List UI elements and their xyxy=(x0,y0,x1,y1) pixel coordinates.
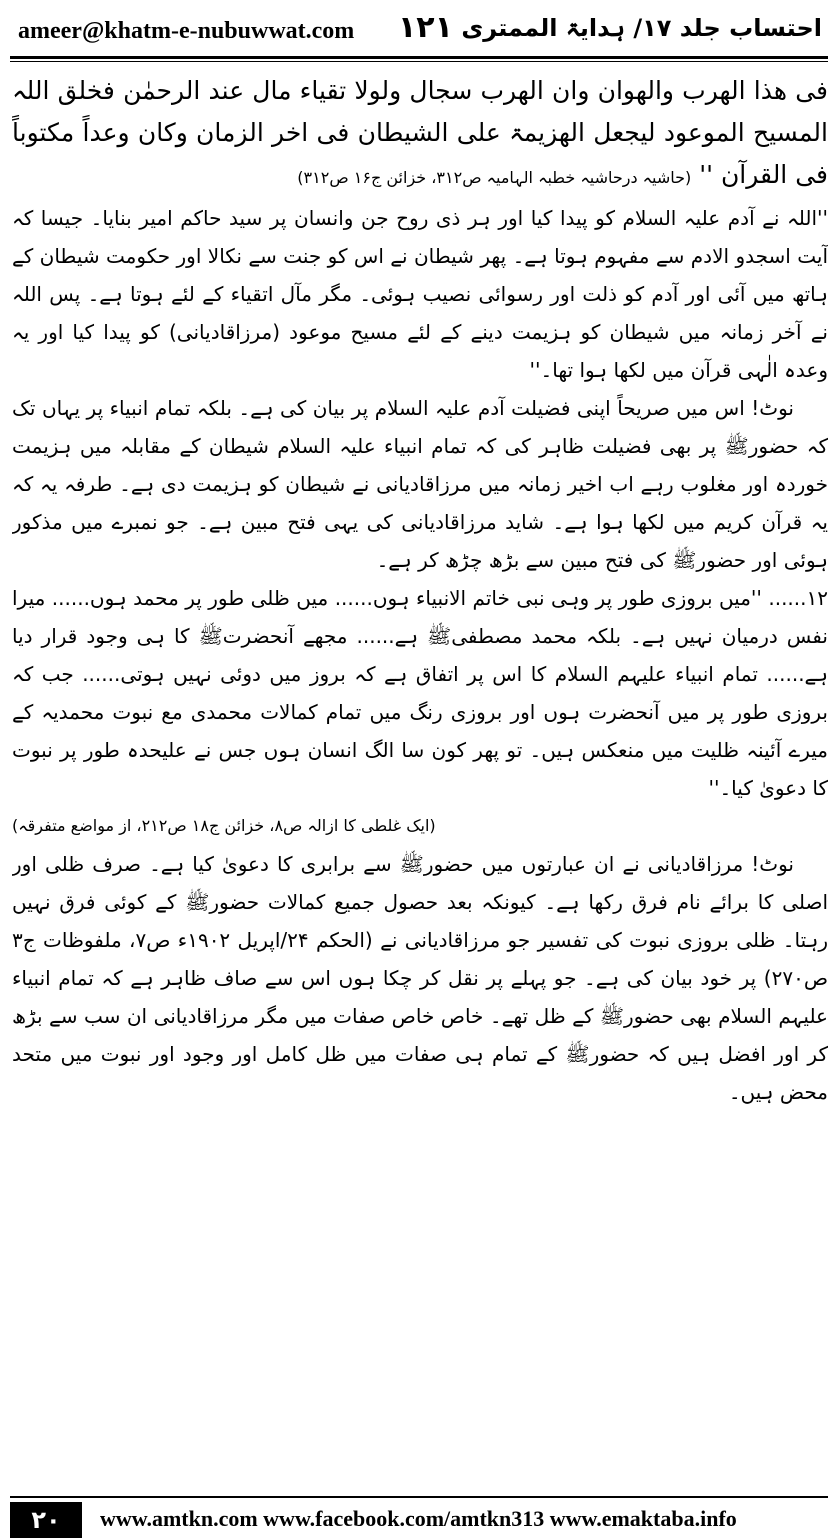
note-paragraph-1: نوٹ! اس میں صریحاً اپنی فضیلت آدم علیہ السلام پر بیان کی ہے۔ بلکہ تمام انبیاء پر یہاں تک کہ حضورﷺ پر بھی فضیلت ظاہر کی کہ تمام انبیاء علیہ السلام شیطان کے مقابلہ میں ہزیمت خوردہ اور مغلوب رہے اب اخیر زمانہ میں مرزاقادیانی نے شیطان کو ہزیمت دی ہے۔ طرفہ یہ کہ یہ قرآن کریم میں لکھا ہوا ہے۔ شاید مرزاقادیانی کی یہی فتح مبین ہے۔ جو نمبرے میں مذکور ہوئی اور حضورﷺ کی فتح مبین سے بڑھ چڑھ کر ہے۔ xyxy=(12,396,828,572)
item-12-reference: (ایک غلطی کا ازالہ ص۸، خزائن ج۱۸ ص۲۱۲، از مواضع متفرقہ) xyxy=(12,816,436,835)
arabic-quote-text: فی ھذا الھرب والھوان وان الھرب سجال ولولا تقیاء مال عند الرحمٰن فخلق اللہ المسیح الموعود لیجعل الھزیمۃ علی الشیطان فی اخر الزمان وکان وعداً مکتوباً فی القرآن '' xyxy=(12,76,828,189)
header-divider-thin xyxy=(10,61,828,62)
footer-page-box: ۲۰ xyxy=(10,1502,82,1538)
item-12-quote: ۱۲...... ''میں بروزی طور پر وہی نبی خاتم الانبیاء ہوں...... میں ظلی طور پر محمد ہوں...... میرا نفس درمیان نہیں ہے۔ بلکہ محمد مصطفیﷺ ہے...... مجھے آنحضرتﷺ کا ہی وجود قرار دیا ہے...... تمام انبیاء علیہم السلام کا اس پر اتفاق ہے کہ بروز میں دوئی نہیں ہوتی...... جب کہ بروزی طور پر میں آنحضرت ہوں اور بروزی رنگ میں تمام کمالات محمدی مع نبوت محمدیہ کے میرے آئینہ ظلیت میں منعکس ہیں۔ تو پھر کون سا الگ انسان ہوں جس نے علیحدہ طور پر نبوت کا دعویٰ کیا۔'' xyxy=(12,586,828,800)
header-email[interactable]: ameer@khatm-e-nubuwwat.com xyxy=(18,18,355,44)
page-header xyxy=(14,8,826,52)
footer-divider xyxy=(10,1496,828,1498)
item-12-reference-line xyxy=(12,807,828,845)
arabic-quote xyxy=(12,70,828,199)
book-title: احتساب جلد ۱۷/ ہدایۃ الممتری xyxy=(461,14,822,42)
page-body xyxy=(12,70,828,1475)
header-divider xyxy=(10,56,828,59)
footer-website-links[interactable]: www.amtkn.com www.facebook.com/amtkn313 www.emaktaba.info xyxy=(100,1506,737,1531)
note-paragraph-2: نوٹ! مرزاقادیانی نے ان عبارتوں میں حضورﷺ سے برابری کا دعویٰ کیا ہے۔ صرف ظلی اور اصلی کا برائے نام فرق رکھا ہے۔ کیونکہ بعد حصول جمیع کمالات حضورﷺ کے کوئی فرق نہیں رہتا۔ ظلی بروزی نبوت کی تفسیر جو مرزاقادیانی نے (الحکم ۲۴/اپریل ۱۹۰۲ء ص۷، ملفوظات ج۳ ص۲۷۰) پر خود بیان کی ہے۔ جو پہلے پر نقل کر چکا ہوں اس سے صاف ظاہر ہے کہ تمام انبیاء علیہم السلام بھی حضورﷺ کے ظل تھے۔ خاص خاص صفات میں مگر مرزاقادیانی ان سب سے بڑھ کر اور افضل ہیں کہ حضورﷺ کے تمام ہی صفات میں ظل کامل اور وجود اور نبوت میں متحد محض ہیں۔ xyxy=(12,852,828,1104)
page-footer xyxy=(10,1496,828,1536)
urdu-translation: ''اللہ نے آدم علیہ السلام کو پیدا کیا اور ہر ذی روح جن وانسان پر سید حاکم امیر بنایا۔ جیسا کہ آیت اسجدو الادم سے مفہوم ہوتا ہے۔ پھر شیطان نے اس کو جنت سے نکالا اور حکومت شیطان کے ہاتھ میں آئی اور آدم کو ذلت اور رسوائی نصیب ہوئی۔ مگر مآل اتقیاء کے لئے ہوتا ہے۔ پس اللہ نے آخر زمانہ میں شیطان کو ہزیمت دینے کے لئے مسیح موعود (مرزاقادیانی) کو پیدا کیا اور یہ وعدہ الٰہی قرآن میں لکھا ہوا تھا۔'' xyxy=(12,206,828,382)
page-number: ۱۲۱ xyxy=(398,10,453,45)
arabic-quote-reference: (حاشیہ درحاشیہ خطبہ الہامیہ ص۳۱۲، خزائن ج۱۶ ص۳۱۲) xyxy=(297,168,692,187)
